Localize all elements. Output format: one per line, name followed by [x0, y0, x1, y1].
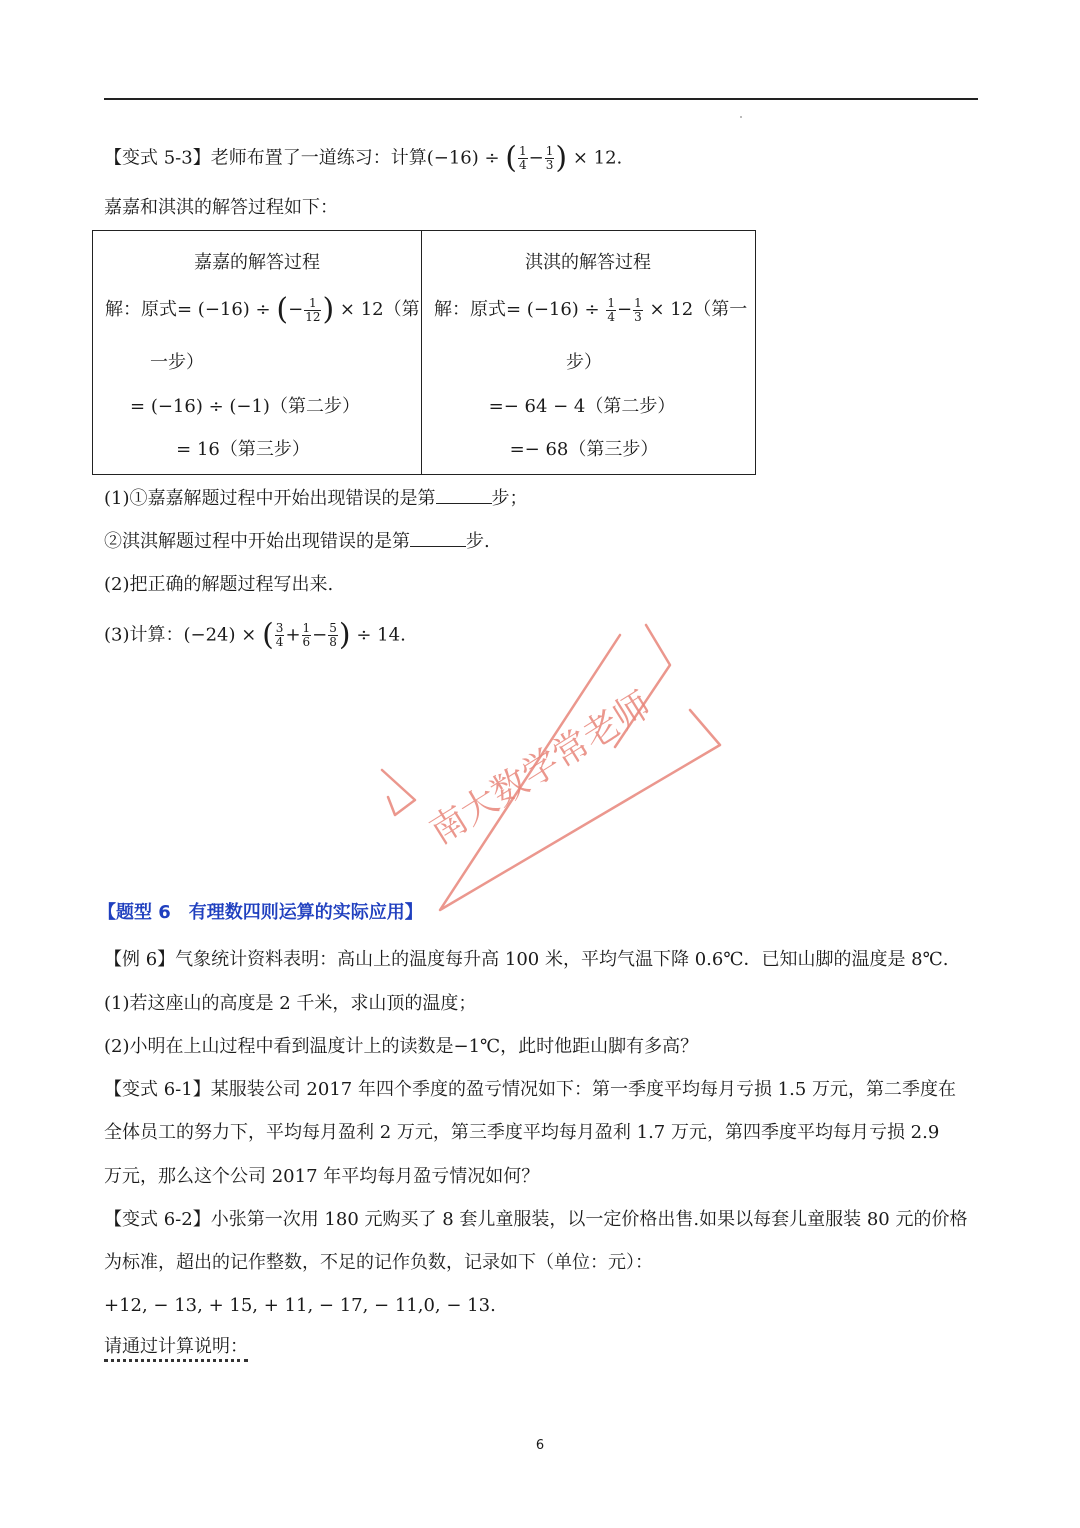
- jiajia-solution-column: [93, 231, 422, 474]
- section-heading: 【题型 6 有理数四则运算的实际应用】: [98, 902, 423, 923]
- fraction: $\frac{1}{3}$: [545, 144, 554, 172]
- jiajia-step1-cont: 一步）: [150, 352, 204, 373]
- qiqi-step1: 解：原式= (−16) ÷ $\frac{1}{4}$ − $\frac{1}{3}$ × 12（第一: [434, 295, 748, 324]
- qiqi-step2: =− 64 − 4（第二步）: [488, 396, 676, 417]
- question-1a: (1)①嘉嘉解题过程中开始出现错误的是第 步；: [104, 488, 528, 509]
- example-6-q2: (2)小明在上山过程中看到温度计上的读数是−1℃，此时他距山脚有多高？: [104, 1036, 699, 1057]
- variant-6-1-line3: 万元，那么这个公司 2017 年平均每月盈亏情况如何？: [104, 1166, 540, 1187]
- speck: [740, 116, 742, 118]
- variant-tag: 【变式 5-3】: [104, 147, 211, 169]
- example-6-intro: 【例 6】气象统计资料表明：高山上的温度每升高 100 米，平均气温下降 0.6℃．已知山脚的温度是 8℃.: [104, 949, 949, 970]
- jiajia-step2: = (−16) ÷ (−1)（第二步）: [130, 396, 360, 417]
- example-6-q1: (1)若这座山的高度是 2 千米，求山顶的温度；: [104, 993, 477, 1014]
- jiajia-step1: 解：原式= (−16) ÷ (− $\frac{1}{12}$ ) × 12（第: [105, 292, 420, 327]
- intro-text: 嘉嘉和淇淇的解答过程如下：: [104, 197, 338, 218]
- question-2: (2)把正确的解题过程写出来.: [104, 574, 334, 595]
- watermark-text: 南大数学常老师: [423, 684, 659, 853]
- fraction: $\frac{1}{4}$: [519, 144, 527, 172]
- answer-blank[interactable]: [410, 530, 466, 547]
- solution-table: [92, 230, 756, 475]
- variant-6-1-line1: 【变式 6-1】某服装公司 2017 年四个季度的盈亏情况如下：第一季度平均每月亏损 1.5 万元，第二季度在: [104, 1079, 957, 1100]
- variant-6-2-line1: 【变式 6-2】小张第一次用 180 元购买了 8 套儿童服装，以一定价格出售.如果以每套儿童服装 80 元的价格: [104, 1209, 968, 1230]
- variant-6-1-line2: 全体员工的努力下，平均每月盈利 2 万元，第三季度平均每月盈利 1.7 万元，第四季度平均每月亏损 2.9: [104, 1122, 940, 1143]
- jiajia-title: 嘉嘉的解答过程: [194, 252, 320, 273]
- qiqi-step1-cont: 步）: [566, 352, 602, 373]
- qiqi-step3: =− 68（第三步）: [509, 439, 659, 460]
- watermark-stamp: [370, 615, 730, 915]
- jiajia-step3: = 16（第三步）: [176, 439, 310, 460]
- question-1b: ②淇淇解题过程中开始出现错误的是第 步.: [104, 531, 490, 552]
- variant-5-3-question: 【变式 5-3】老师布置了一道练习：计算(−16) ÷ ( $\frac{1}{4}$ − $\frac{1}{3}$ ) × 12.: [104, 140, 623, 176]
- page-number: 6: [535, 1438, 545, 1453]
- variant-6-2-records: +12, − 13, + 15, + 11, − 17, − 11,0, − 13.: [104, 1295, 496, 1316]
- qiqi-solution-column: [422, 231, 754, 474]
- answer-blank[interactable]: [436, 487, 492, 504]
- variant-6-2-line2: 为标准，超出的记作整数，不足的记作负数，记录如下（单位：元）：: [104, 1252, 653, 1273]
- question-3: (3)计算：(−24) × ( $\frac{3}{4}$ + $\frac{1}{6}$ − $\frac{5}{8}$ ) ÷ 14.: [104, 617, 406, 653]
- variant-6-2-prompt: 请通过计算说明：: [104, 1335, 248, 1359]
- qiqi-title: 淇淇的解答过程: [525, 252, 651, 273]
- header-rule: [104, 98, 978, 100]
